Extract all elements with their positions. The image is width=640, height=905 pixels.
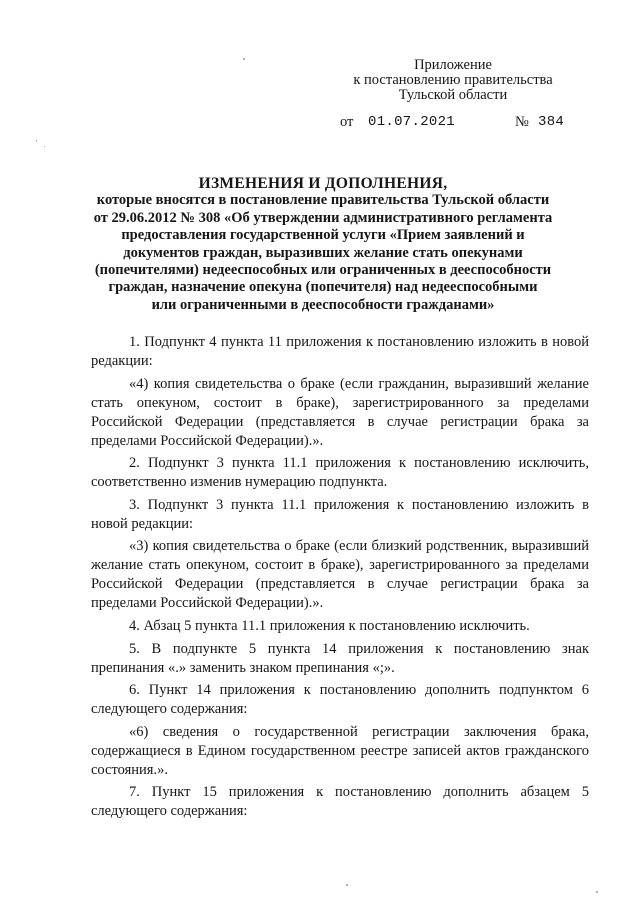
- paragraph: 4. Абзац 5 пункта 11.1 приложения к постановлению исключить.: [129, 617, 530, 634]
- appendix-line: к постановлению правительства: [353, 72, 553, 88]
- number-value: 384: [538, 114, 565, 130]
- date-number-line: [340, 114, 590, 134]
- paragraph: 5. В подпункте 5 пункта 14 приложения к постановлению знак препинания «.» заменить знаком препинания «;».: [91, 640, 589, 676]
- paragraph: «6) сведения о государственной регистрации заключения брака, содержащиеся в Едином государственном реестре записей актов гражданского состояния.».: [91, 723, 589, 778]
- paragraph: 3. Подпункт 3 пункта 11.1 приложения к постановлению изложить в новой редакции:: [91, 496, 589, 532]
- appendix-header: [318, 58, 588, 103]
- paragraph: «3) копия свидетельства о браке (если близкий родственник, выразивший желание стать опекуном, состоит в браке), зарегистрированного за пределами Российской Федерации (представляется в случае регистрации брака за пределами Российской Федерации).».: [91, 538, 589, 612]
- scan-speck: [596, 891, 598, 893]
- title-line: документов граждан, выразивших желание стать опекунами: [123, 244, 523, 261]
- paragraph: 2. Подпункт 3 пункта 11.1 приложения к постановлению исключить, соответственно изменив нумерацию подпункта.: [91, 455, 589, 491]
- title-line: или ограниченными в дееспособности гражданами»: [151, 296, 495, 313]
- paragraph: «4) копия свидетельства о браке (если гражданин, выразивший желание стать опекуном, состоит в браке), зарегистрированного за пределами Российской Федерации (представляется в случае регистрации брака за пределами Российской Федерации).».: [91, 375, 589, 449]
- title-line: граждан, назначение опекуна (попечителя) над недееспособными: [108, 279, 538, 296]
- paragraph: 6. Пункт 14 приложения к постановлению дополнить подпунктом 6 следующего содержания:: [91, 682, 589, 718]
- scan-speck: [346, 884, 348, 886]
- date-value: 01.07.2021: [368, 114, 456, 130]
- paragraph: 7. Пункт 15 приложения к постановлению дополнить абзацем 5 следующего содержания:: [91, 784, 589, 820]
- scan-speck: [36, 140, 37, 142]
- title-line: которые вносятся в постановление правительства Тульской области: [96, 192, 550, 209]
- appendix-line: Приложение: [414, 57, 492, 73]
- number-label: №: [515, 114, 529, 130]
- date-label: от: [340, 114, 354, 130]
- title-line: (попечителями) недееспособных или ограниченных в дееспособности: [94, 262, 552, 279]
- appendix-line: Тульской области: [398, 87, 508, 103]
- scan-speck: [44, 146, 45, 147]
- paragraph: 1. Подпункт 4 пункта 11 приложения к постановлению изложить в новой редакции:: [91, 334, 589, 369]
- title-line: ИЗМЕНЕНИЯ И ДОПОЛНЕНИЯ,: [198, 175, 448, 192]
- document-title: [60, 175, 586, 314]
- document-body: [91, 333, 589, 825]
- scan-speck: [243, 58, 245, 60]
- title-line: предоставления государственной услуги «Прием заявлений и: [121, 227, 525, 244]
- title-line: от 29.06.2012 № 308 «Об утверждении административного регламента: [93, 209, 553, 226]
